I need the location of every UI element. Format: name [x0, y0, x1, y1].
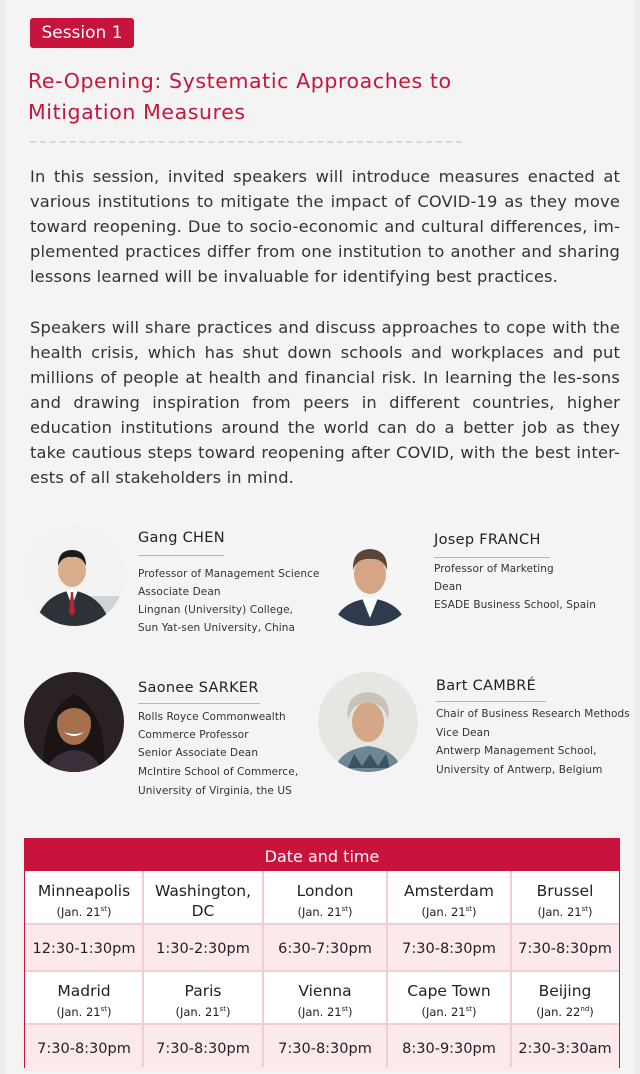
speaker-name: Gang CHEN	[138, 530, 225, 546]
time-cell: 7:30-8:30pm	[263, 1024, 387, 1071]
speaker-title-line: University of Virginia, the US	[138, 785, 292, 797]
session-badge	[30, 18, 134, 48]
speaker-photo-bart-cambre	[318, 672, 418, 772]
city-cell	[387, 971, 511, 1024]
city-cell	[511, 971, 619, 1024]
city-cell	[143, 871, 263, 924]
city-name: Beijing	[538, 982, 592, 1000]
speaker-title-line: Senior Associate Dean	[138, 747, 259, 759]
speaker-name-underline	[434, 557, 550, 558]
time-cell: 2:30-3:30am	[511, 1024, 619, 1071]
speaker-name-underline	[138, 555, 224, 556]
grid-divider	[25, 923, 619, 925]
city-name: Minneapolis	[37, 882, 131, 900]
speaker-title-line: ESADE Business School, Spain	[434, 599, 597, 611]
time-cell: 12:30-1:30pm	[25, 924, 143, 971]
speaker-photo-saonee-sarker	[24, 672, 124, 772]
grid-divider	[386, 871, 388, 1067]
speaker-title-line: Dean	[434, 581, 463, 593]
speaker-title-line: Associate Dean	[138, 586, 221, 598]
city-cell	[25, 971, 143, 1024]
city-cell	[25, 871, 143, 924]
grid-divider	[262, 871, 264, 1067]
city-cell	[263, 871, 387, 924]
city-cell	[143, 971, 263, 1024]
speaker-name: Saonee SARKER	[138, 680, 259, 696]
intro-paragraph: In this session, invited speakers will introduce measures enacted at various institutions to mitigate the impact of COVID-19 as they move toward reopening. Due to socio-economic and cultural differences, im-plemented practices differ from one institution to another and sharing lessons learned will be invaluable for identifying best practices.	[30, 167, 620, 286]
city-date: (Jan. 21st)	[175, 1004, 231, 1019]
speaker-name: Bart CAMBRÉ	[436, 678, 537, 694]
schedule-table	[24, 838, 620, 1068]
city-date: (Jan. 21st)	[421, 1004, 477, 1019]
time-cell: 6:30-7:30pm	[263, 924, 387, 971]
speaker-name: Josep FRANCH	[434, 532, 541, 548]
schedule-header	[25, 839, 619, 871]
speaker-title-line: Vice Dean	[436, 727, 490, 739]
grid-divider	[510, 871, 512, 1067]
speaker-title-line: University of Antwerp, Belgium	[436, 764, 603, 776]
session-badge-label: Session 1	[41, 23, 123, 43]
city-name: Madrid	[57, 982, 111, 1000]
grid-divider	[25, 1023, 619, 1025]
city-date: (Jan. 21st)	[56, 1004, 112, 1019]
session-title	[28, 66, 588, 128]
city-date: (Jan. 21st)	[297, 904, 353, 919]
time-cell: 7:30-8:30pm	[387, 924, 511, 971]
city-cell	[263, 971, 387, 1024]
city-name: Paris	[184, 982, 222, 1000]
speaker-title-line: McIntire School of Commerce,	[138, 766, 299, 778]
speaker-name-underline	[436, 701, 546, 702]
time-cell: 7:30-8:30pm	[143, 1024, 263, 1071]
city-cell	[511, 871, 619, 924]
city-cell	[387, 871, 511, 924]
city-date: (Jan. 21st)	[297, 1004, 353, 1019]
speaker-title-line: Rolls Royce Commonwealth	[138, 711, 286, 723]
session-title-line1: Re-Opening: Systematic Approaches to	[28, 69, 452, 93]
time-cell: 7:30-8:30pm	[25, 1024, 143, 1071]
city-name: Cape Town	[407, 982, 491, 1000]
city-date: (Jan. 21st)	[421, 904, 477, 919]
session-title-line2: Mitigation Measures	[28, 100, 246, 124]
city-name: Washington, DC	[154, 882, 251, 920]
dashed-divider	[30, 141, 462, 143]
city-name: Amsterdam	[404, 882, 494, 900]
second-paragraph: Speakers will share practices and discuss approaches to cope with the health crisis, which has shut down schools and workplaces and put millions of people at health and financial risk. In learning the les-sons and drawing inspiration from peers in different countries, higher education institutions around the world can do a better job as they take cautious steps toward reopening after COVID, with the best inter-ests of all stakeholders in mind.	[30, 318, 620, 487]
speaker-title-line: Sun Yat-sen University, China	[138, 622, 296, 634]
schedule-header-label: Date and time	[264, 847, 380, 866]
city-date: (Jan. 21st)	[56, 904, 112, 919]
time-cell: 1:30-2:30pm	[143, 924, 263, 971]
speaker-title-line: Lingnan (University) College,	[138, 604, 294, 616]
city-name: Brussel	[536, 882, 594, 900]
time-cell: 8:30-9:30pm	[387, 1024, 511, 1071]
speaker-title-line: Professor of Marketing	[434, 563, 554, 575]
speaker-photo-josep-franch	[320, 526, 420, 626]
city-date: (Jan. 22nd)	[536, 1004, 594, 1019]
grid-divider	[25, 970, 619, 972]
time-cell: 7:30-8:30pm	[511, 924, 619, 971]
speaker-title-line: Antwerp Management School,	[436, 745, 597, 757]
speaker-name-underline	[138, 703, 260, 704]
speaker-photo-gang-chen	[24, 526, 124, 626]
city-name: Vienna	[298, 982, 352, 1000]
grid-divider	[142, 871, 144, 1067]
speaker-title-line: Commerce Professor	[138, 729, 249, 741]
speaker-title-line: Chair of Business Research Methods	[436, 708, 630, 720]
city-date: (Jan. 21st)	[537, 904, 593, 919]
city-name: London	[296, 882, 354, 900]
session-page	[6, 0, 634, 1074]
speaker-title-line: Professor of Management Science	[138, 568, 320, 580]
